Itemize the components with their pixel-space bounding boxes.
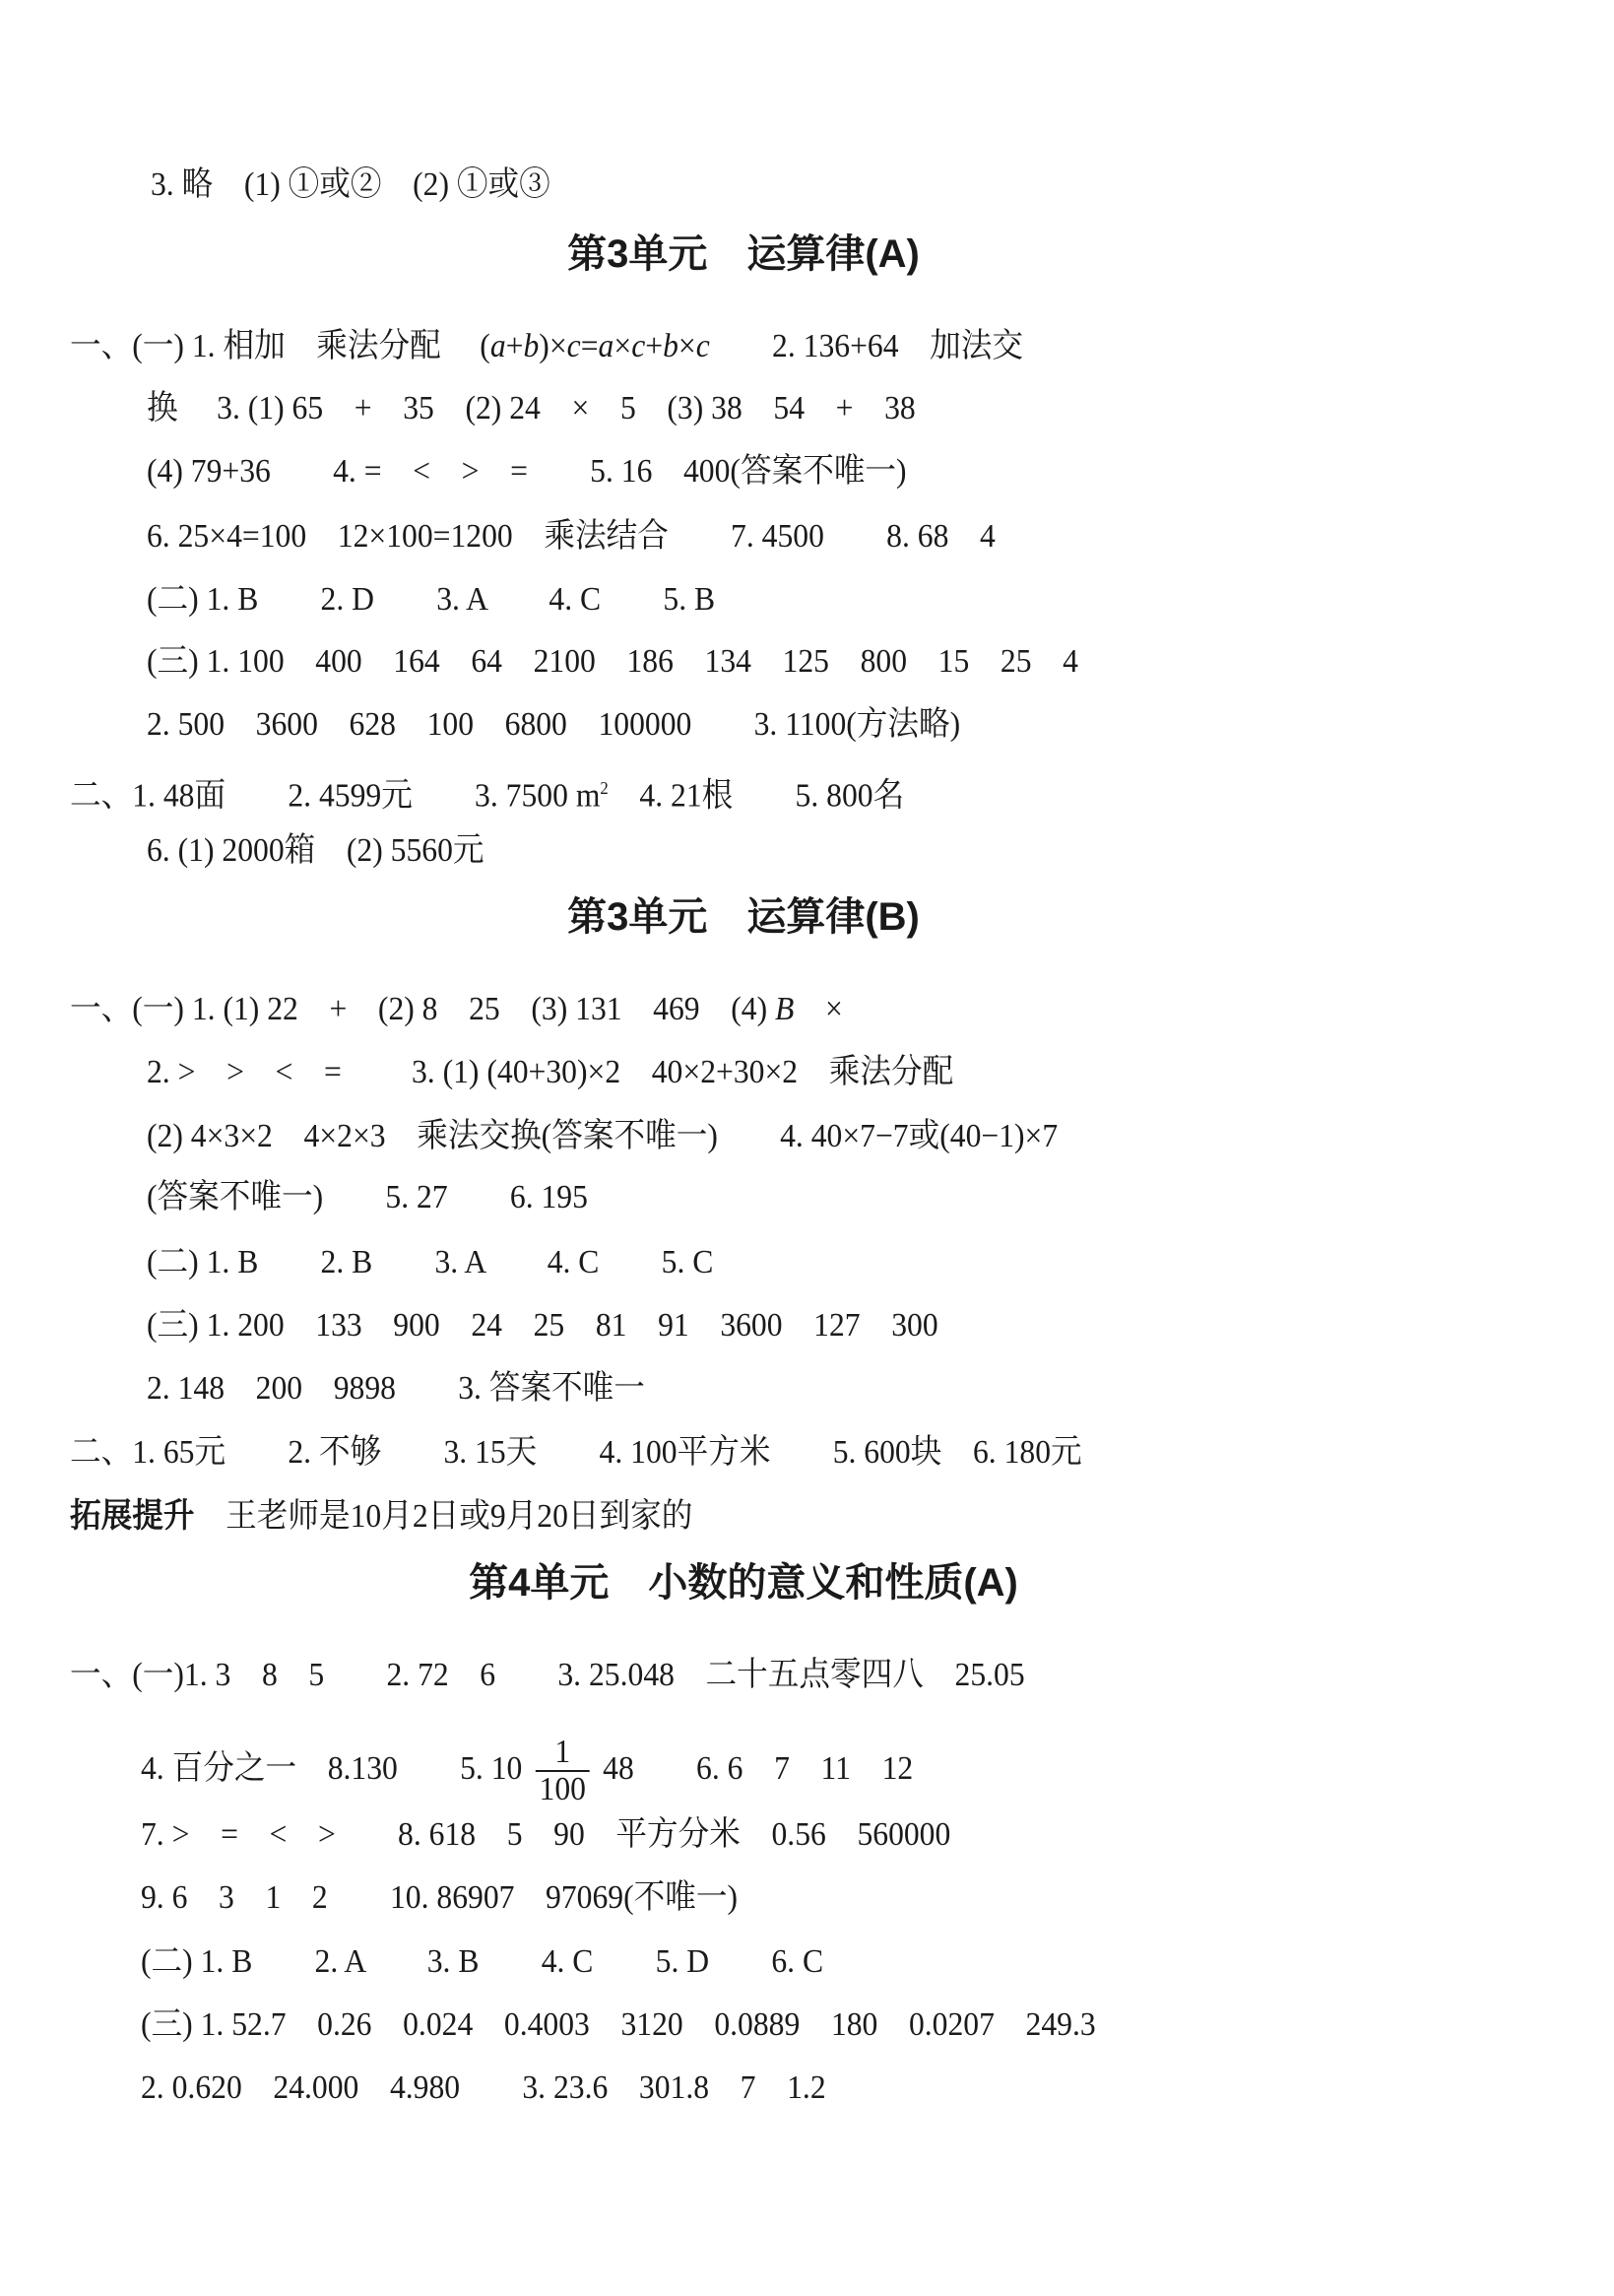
answer-line	[147, 452, 907, 492]
answer-text: 9. 6 3 1 2 10. 86907 97069(不唯一)	[141, 1879, 739, 1916]
answer-line	[70, 990, 843, 1029]
fraction-denominator: 100	[539, 1771, 586, 1807]
answer-text: 6. 25×4=100 12×100=1200 乘法结合 7. 4500 8. 68 4	[147, 518, 996, 555]
answer-text: (答案不唯一) 5. 27 6. 195	[147, 1179, 588, 1215]
answer-text: 王老师是10月2日或9月20日到家的	[194, 1498, 693, 1535]
section-label: 拓展提升	[70, 1497, 195, 1535]
answer-text: 第4单元 小数的意义和性质(A)	[469, 1561, 1018, 1605]
answer-line	[147, 1053, 953, 1092]
answer-text: b	[663, 328, 678, 364]
answer-line	[141, 2005, 1096, 2045]
answer-text: 2	[600, 778, 609, 798]
answer-line	[147, 1178, 588, 1217]
answer-text: +	[645, 328, 664, 364]
answer-text: 3. 略 (1) ①或② (2) ①或③	[151, 166, 550, 203]
answer-text: 换 3. (1) 65 + 35 (2) 24 × 5 (3) 38 54 + 38	[147, 390, 916, 426]
answer-text: 2. 0.620 24.000 4.980 3. 23.6 301.8 7 1.2	[141, 2069, 826, 2106]
answer-line	[141, 2068, 826, 2108]
answer-line	[151, 165, 550, 205]
answer-text: 2. 500 3600 628 100 6800 100000 3. 1100(方法略)	[147, 706, 961, 743]
answer-text: (二) 1. B 2. A 3. B 4. C 5. D 6. C	[141, 1943, 824, 1980]
answer-line	[141, 1878, 738, 1918]
answer-text: (2) 4×3×2 4×2×3 乘法交换(答案不唯一) 4. 40×7−7或(40−1)×7	[147, 1118, 1059, 1154]
answer-line	[141, 1942, 823, 1982]
answer-line	[147, 831, 484, 871]
answer-line	[147, 705, 960, 745]
answer-text: 7. > = < > 8. 618 5 90 平方分米 0.56 560000	[141, 1816, 951, 1853]
answer-line	[70, 768, 904, 816]
answer-line	[141, 1815, 950, 1855]
answer-text: 二、1. 48面 2. 4599元 3. 7500 m	[70, 777, 601, 815]
answer-text: b	[523, 328, 540, 364]
answer-text: (二) 1. B 2. B 3. A 4. C 5. C	[147, 1244, 714, 1280]
answer-text: 二、1. 65元 2. 不够 3. 15天 4. 100平方米 5. 600块 6. 180元	[70, 1434, 1082, 1471]
answer-text: (二) 1. B 2. D 3. A 4. C 5. B	[147, 581, 716, 618]
answer-text: B	[775, 991, 795, 1027]
fraction	[536, 1735, 590, 1807]
answer-text: ×	[794, 991, 843, 1027]
answer-text: c	[566, 328, 581, 364]
answer-text: (三) 1. 200 133 900 24 25 81 91 3600 127 300	[147, 1307, 938, 1344]
answer-text: c	[695, 328, 710, 364]
answer-text: 2. 148 200 9898 3. 答案不唯一	[147, 1370, 645, 1407]
answer-line	[147, 1117, 1058, 1156]
answer-text: 2. 136+64 加法交	[709, 328, 1024, 364]
answer-text: 一、(一) 1. 相加 乘法分配 (	[70, 328, 490, 364]
answer-text: 第3单元 运算律(B)	[567, 895, 920, 939]
answer-text: =	[580, 328, 599, 364]
section-title	[567, 893, 920, 941]
answer-text: ×	[678, 328, 696, 364]
answer-line	[147, 1243, 713, 1282]
answer-text: a	[489, 328, 506, 364]
answer-text: (三) 1. 100 400 164 64 2100 186 134 125 800 15 25 4	[147, 643, 1078, 680]
answer-line	[70, 1496, 692, 1537]
answer-line	[147, 389, 916, 428]
section-title	[567, 230, 920, 278]
answer-text: 一、(一)1. 3 8 5 2. 72 6 3. 25.048 二十五点零四八 25.05	[70, 1657, 1025, 1693]
answer-text: 一、(一) 1. (1) 22 + (2) 8 25 (3) 131 469 (4)	[70, 991, 776, 1027]
answer-line	[141, 1735, 913, 1807]
fraction-numerator: 1	[536, 1735, 590, 1772]
answer-text: 2. > > < = 3. (1) (40+30)×2 40×2+30×2 乘法分配	[147, 1054, 954, 1090]
answer-text: 4. 百分之一 8.130 5. 10	[141, 1749, 531, 1787]
answer-text: 第3单元 运算律(A)	[567, 232, 920, 276]
answer-text: (三) 1. 52.7 0.26 0.024 0.4003 3120 0.0889 180 0.0207 249.3	[141, 2006, 1096, 2043]
answer-text: ×	[613, 328, 632, 364]
answer-text: +	[505, 328, 524, 364]
answer-line	[70, 327, 1023, 366]
answer-text: c	[631, 328, 646, 364]
answer-line	[70, 1656, 1025, 1695]
answer-line	[147, 1369, 645, 1409]
answer-text: 6. (1) 2000箱 (2) 5560元	[147, 832, 484, 869]
answer-text: 48 6. 6 7 11 12	[595, 1749, 914, 1787]
answer-line	[147, 1306, 938, 1345]
answer-line	[147, 517, 996, 557]
section-title	[469, 1559, 1018, 1607]
answer-text: )×	[539, 328, 567, 364]
answer-text: (4) 79+36 4. = < > = 5. 16 400(答案不唯一)	[147, 453, 907, 490]
answer-text: a	[598, 328, 614, 364]
answer-text: 4. 21根 5. 800名	[608, 777, 905, 815]
answer-line	[147, 642, 1078, 682]
answer-line	[70, 1433, 1082, 1473]
answer-line	[147, 580, 715, 620]
